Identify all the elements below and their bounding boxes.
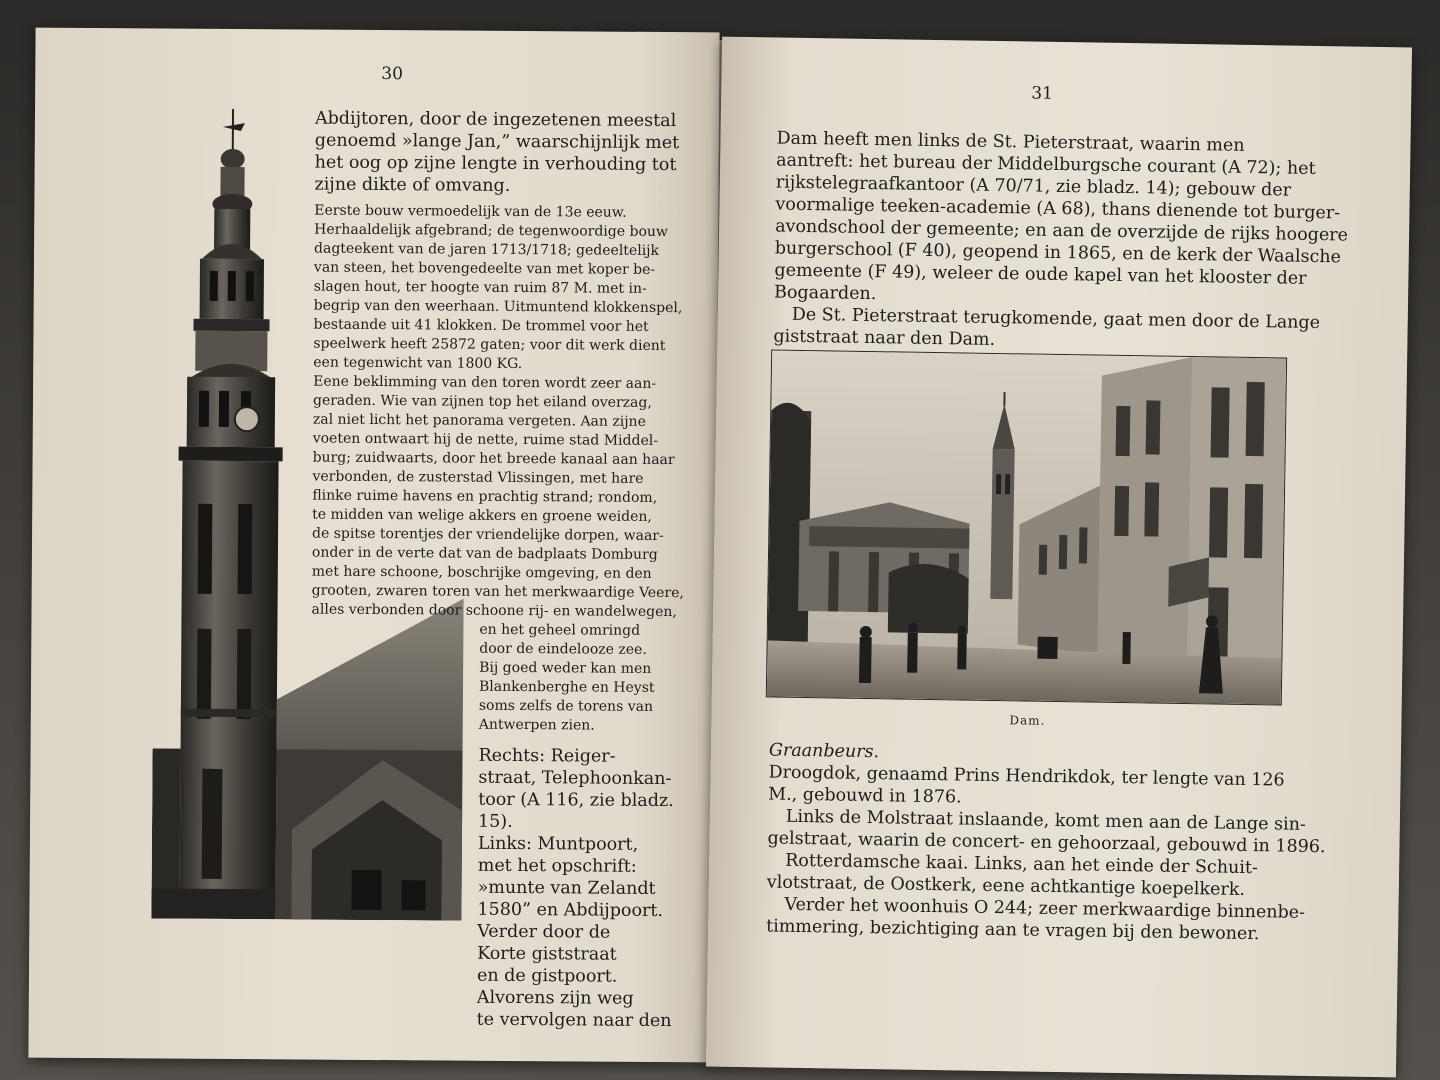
- body-line: en de gistpoort.: [476, 965, 618, 987]
- body-line: dagteekent van de jaren 1713/1718; gedeeltelijk: [314, 240, 660, 259]
- body-line: Droogdok, genaamd Prins Hendrikdok, ter lengte van 126: [768, 762, 1285, 791]
- left-page: [28, 28, 719, 1063]
- body-line: voeten ontwaart hij de nette, ruime stad Middel-: [312, 430, 659, 449]
- body-line: Rechts: Reiger-: [478, 745, 616, 767]
- body-line: met het opschrift:: [477, 855, 637, 877]
- body-line: alles verbonden door schoone rij- en wandelwegen,: [311, 601, 677, 621]
- body-line: Links de Molstraat inslaande, komt men aan de Lange sin-: [785, 806, 1307, 835]
- body-line: 1580” en Abdijpoort.: [477, 899, 664, 922]
- page-number-right: 31: [1031, 83, 1054, 104]
- body-line: Antwerpen zien.: [478, 716, 595, 734]
- body-line: M., gebouwd in 1876.: [768, 784, 962, 808]
- body-line: burg; zuidwaarts, door het breede kanaal aan haar: [312, 449, 675, 469]
- body-line: van steen, het bovengedeelte van met koper be-: [313, 259, 656, 278]
- body-line: verbonden, de zusterstad Vlissingen, met hare: [312, 468, 644, 487]
- body-line: gelstraat, waarin de concert- en gehoorzaal, gebouwd in 1896.: [767, 828, 1326, 858]
- body-line: flinke ruime havens en prachtig strand; rondom,: [312, 487, 658, 506]
- body-line: grooten, zwaren toren van het merkwaardige Veere,: [311, 582, 684, 602]
- body-line: te midden van welige akkers en groene weiden,: [312, 506, 652, 525]
- body-line: »munte van Zelandt: [477, 877, 656, 899]
- body-line: zal niet licht het panorama vergeten. Aan zijne: [312, 411, 646, 430]
- body-line: Korte giststraat: [477, 943, 617, 965]
- body-line: voormalige teeken-academie (A 68), thans dienende tot burger-: [775, 194, 1341, 224]
- body-line: straat, Telephoonkan-: [478, 767, 672, 790]
- intro-line: genoemd »lange Jan,” waarschijnlijk met: [314, 130, 680, 154]
- body-line: Blankenberghe en Heyst: [478, 678, 655, 696]
- body-line: en het geheel omringd: [479, 621, 641, 639]
- body-line: bestaande uit 41 klokken. De trommel voor het: [313, 316, 649, 335]
- body-line: geraden. Wie van zijnen top het eiland overzag,: [312, 392, 652, 411]
- body-line: Alvorens zijn weg: [476, 987, 634, 1009]
- body-line: gemeente (F 49), weleer de oude kapel van het klooster der: [774, 260, 1307, 289]
- body-line: giststraat naar den Dam.: [773, 326, 996, 350]
- body-line: Herhaaldelijk afgebrand; de tegenwoordige bouw: [314, 221, 668, 241]
- body-line: slagen hout, ter hoogte van ruim 87 M. met in-: [313, 278, 647, 297]
- body-line: burgerschool (F 40), geopend in 1865, en de kerk der Waalsche: [774, 238, 1342, 268]
- intro-line: zijne dikte of omvang.: [314, 174, 511, 196]
- body-line: Dam heeft men links de St. Pieterstraat, waarin men: [776, 128, 1245, 156]
- dam-street-photo: [766, 349, 1287, 705]
- body-line: vlotstraat, de Oostkerk, eene achtkantige koepelkerk.: [766, 872, 1246, 900]
- body-line: 15).: [478, 811, 513, 832]
- body-line: Bogaarden.: [773, 282, 877, 305]
- body-line: Verder door de: [477, 921, 611, 943]
- body-line: Rotterdamsche kaai. Links, aan het einde der Schuit-: [785, 850, 1259, 879]
- body-line: De St. Pieterstraat terugkomende, gaat men door de Lange: [791, 304, 1321, 334]
- body-line: timmering, bezichtiging aan te vragen bij den bewoner.: [766, 916, 1260, 945]
- intro-line: Abdijtoren, door de ingezetenen meestal: [314, 108, 677, 132]
- body-line: begrip van den weerhaan. Uitmuntend klokkenspel,: [313, 297, 683, 317]
- body-line: Eerste bouw vermoedelijk van de 13e eeuw.: [314, 202, 627, 221]
- body-line: aantreft: het bureau der Middelburgsche courant (A 72); het: [776, 150, 1316, 179]
- body-line: te vervolgen naar den: [476, 1009, 672, 1032]
- intro-line: het oog op zijne lengte in verhouding tot: [314, 152, 677, 176]
- body-line: Bij goed weder kan men: [479, 659, 652, 677]
- body-line: Graanbeurs.: [768, 740, 880, 763]
- page-number-left: 30: [381, 64, 403, 85]
- body-line: Verder het woonhuis O 244; zeer merkwaardige binnenbe-: [784, 894, 1306, 923]
- body-line: onder in de verte dat van de badplaats Domburg: [311, 544, 658, 563]
- body-line: rijkstelegraafkantoor (A 70/71, zie bladz. 14); gebouw der: [775, 172, 1292, 201]
- body-line: een tegenwicht van 1800 KG.: [313, 354, 523, 373]
- body-line: Links: Muntpoort,: [477, 833, 639, 855]
- body-line: avondschool der gemeente; en aan de overzijde de rijks hoogere: [774, 216, 1349, 246]
- body-line: door de eindelooze zee.: [479, 640, 647, 658]
- body-line: met hare schoone, boschrijke omgeving, en den: [311, 563, 652, 582]
- body-line: toor (A 116, zie bladz.: [478, 789, 674, 812]
- body-line: soms zelfs de torens van: [478, 697, 654, 715]
- photo-caption: Dam.: [1009, 713, 1046, 728]
- body-line: de spitse torentjes der vriendelijke dorpen, waar-: [312, 525, 664, 545]
- right-page: [706, 37, 1412, 1078]
- body-line: Eene beklimming van den toren wordt zeer aan-: [313, 373, 657, 392]
- body-line: speelwerk heeft 25872 gaten; voor dit werk dient: [313, 335, 666, 355]
